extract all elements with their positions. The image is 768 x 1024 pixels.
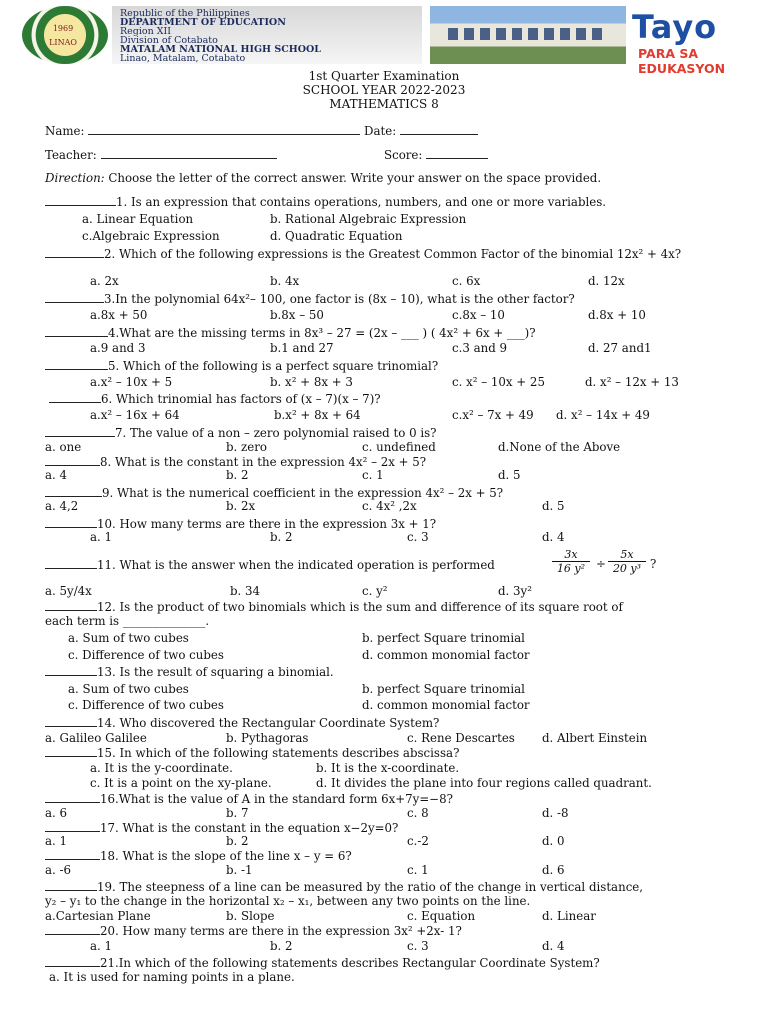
choice: b. 2: [226, 468, 249, 482]
letterhead-line: Linao, Matalam, Cotabato: [120, 53, 246, 64]
question-text: 4.What are the missing terms in 8x³ – 27 = (2x – ___ ) ( 4x² + 6x + ___)?: [108, 326, 536, 340]
question-text: 10. How many terms are there in the expression 3x + 1?: [97, 517, 437, 531]
question-text: 6. Which trinomial has factors of (x – 7)(x – 7)?: [101, 392, 381, 406]
answer-blank[interactable]: [45, 516, 97, 528]
question-19-continued: y₂ – y₁ to the change in the horizontal x₂ – x₁, between any two points on the line.: [45, 894, 531, 908]
choice: c. 1: [362, 468, 384, 482]
fraction-numerator: 3x: [564, 548, 578, 561]
answer-blank[interactable]: [45, 745, 97, 757]
question-14: [45, 715, 439, 730]
answer-blank[interactable]: [45, 425, 115, 437]
question-5: [45, 358, 438, 373]
date-label: Date:: [364, 124, 397, 138]
answer-blank[interactable]: [45, 291, 104, 303]
choice: d. Albert Einstein: [542, 731, 648, 745]
choice: a. 2x: [90, 274, 119, 288]
answer-blank[interactable]: [45, 557, 97, 569]
question-15: [45, 745, 459, 760]
question-18: [45, 848, 352, 863]
teacher-row: [45, 147, 277, 162]
choice: a. Sum of two cubes: [68, 631, 189, 645]
choice: a.x² – 10x + 5: [90, 375, 173, 389]
choice: b. Pythagoras: [226, 731, 309, 745]
letterhead-line: Region XII: [120, 26, 172, 37]
question-text: 16.What is the value of A in the standard form 6x+7y=−8?: [100, 792, 453, 806]
choice: b. Slope: [226, 909, 275, 923]
choice: b. 4x: [270, 274, 300, 288]
choice: b.1 and 27: [270, 341, 334, 355]
deped-letterhead: [112, 6, 422, 64]
choice: d. common monomial factor: [362, 648, 530, 662]
choice: b. 34: [230, 584, 261, 598]
choice: d. 4: [542, 530, 565, 544]
question-21: [45, 955, 600, 970]
score-row: [384, 147, 488, 162]
choice: b. 2: [270, 939, 293, 953]
name-field[interactable]: [88, 123, 360, 135]
choice: c. 1: [407, 863, 429, 877]
choice: d. It divides the plane into four regions called quadrant.: [316, 776, 652, 790]
fraction-2: [608, 548, 646, 575]
fraction-numerator: 5x: [620, 548, 634, 561]
choice: d. x² – 14x + 49: [556, 408, 650, 422]
choice: c. undefined: [362, 440, 436, 454]
question-text: 21.In which of the following statements describes Rectangular Coordinate System?: [100, 956, 600, 970]
question-20: [45, 923, 462, 938]
question-19: [45, 879, 643, 894]
seal-year: 1969: [52, 24, 74, 33]
choice: c. 3: [407, 939, 429, 953]
question-1: [45, 194, 606, 209]
choice: d.None of the Above: [498, 440, 621, 454]
answer-blank[interactable]: [45, 955, 100, 967]
school-year: SCHOOL YEAR 2022-2023: [302, 83, 466, 97]
tayo-wordmark: Tayo: [632, 8, 718, 46]
choice: a. Galileo Galilee: [45, 731, 147, 745]
choice: b. perfect Square trinomial: [362, 682, 525, 696]
question-6: [49, 391, 381, 406]
choice: a. It is used for naming points in a plane.: [49, 970, 295, 984]
choice: a. 4: [45, 468, 68, 482]
choice: a. 4,2: [45, 499, 79, 513]
question-3: [45, 291, 575, 306]
choice: b. 2: [226, 834, 249, 848]
direction-label: Direction:: [45, 171, 105, 185]
division-sign: ÷: [596, 557, 606, 571]
answer-blank[interactable]: [45, 715, 97, 727]
choice: b. Rational Algebraic Expression: [270, 212, 467, 226]
choice: d. -8: [542, 806, 569, 820]
choice: a. 1: [45, 834, 68, 848]
question-text: 2. Which of the following expressions is the Greatest Common Factor of the binomial 12x² + 4x?: [104, 247, 682, 261]
direction: [45, 171, 601, 185]
choice: c. It is a point on the xy-plane.: [90, 776, 272, 790]
choice: d. 5: [542, 499, 565, 513]
seal-town: LINAO: [49, 38, 77, 47]
exam-title: 1st Quarter Examination: [308, 69, 460, 83]
question-11: [45, 557, 495, 572]
answer-blank[interactable]: [45, 848, 100, 860]
question-text: 12. Is the product of two binomials which is the sum and difference of its square root of: [97, 600, 623, 614]
question-9: [45, 485, 503, 500]
question-text: 18. What is the slope of the line x – y = 6?: [100, 849, 352, 863]
choice: b. perfect Square trinomial: [362, 631, 525, 645]
school-building-photo: [430, 6, 626, 64]
question-text: 13. Is the result of squaring a binomial.: [97, 665, 334, 679]
fraction-1: [552, 548, 590, 575]
choice: d. 12x: [588, 274, 625, 288]
answer-blank[interactable]: [45, 194, 116, 206]
letterhead-line: Division of Cotabato: [120, 35, 218, 46]
answer-blank[interactable]: [45, 820, 100, 832]
question-text: 17. What is the constant in the equation x−2y=0?: [100, 821, 399, 835]
choice: c. 8: [407, 806, 429, 820]
choice: d. common monomial factor: [362, 698, 530, 712]
tayo-tagline: PARA SA EDUKASYON: [638, 46, 726, 76]
choice: a.x² – 16x + 64: [90, 408, 180, 422]
question-text: 7. The value of a non – zero polynomial raised to 0 is?: [115, 426, 437, 440]
answer-blank[interactable]: [45, 879, 97, 891]
choice: c.Algebraic Expression: [82, 229, 220, 243]
choice: c. 4x² ,2x: [362, 499, 417, 513]
choice: c.3 and 9: [452, 341, 508, 355]
choice: c.8x – 10: [452, 308, 505, 322]
choice: c. 3: [407, 530, 429, 544]
choice: c. 6x: [452, 274, 481, 288]
choice: d. 5: [498, 468, 521, 482]
score-field[interactable]: [426, 147, 488, 159]
question-text: 8. What is the constant in the expression 4x² – 2x + 5?: [100, 455, 427, 469]
answer-blank[interactable]: [45, 923, 100, 935]
choice: a.Cartesian Plane: [45, 909, 151, 923]
question-text: 1. Is an expression that contains operations, numbers, and one or more variables.: [116, 195, 607, 209]
choice: d.8x + 10: [588, 308, 646, 322]
teacher-label: Teacher:: [45, 148, 97, 162]
choice: b. x² + 8x + 3: [270, 375, 353, 389]
letterhead-line: DEPARTMENT OF EDUCATION: [120, 17, 286, 28]
question-text: 14. Who discovered the Rectangular Coordinate System?: [97, 716, 440, 730]
choice: c. Difference of two cubes: [68, 648, 224, 662]
question-8: [45, 454, 426, 469]
question-4: [45, 325, 536, 340]
letterhead-line: MATALAM NATIONAL HIGH SCHOOL: [120, 44, 321, 55]
question-2: [45, 246, 725, 261]
question-text: 20. How many terms are there in the expression 3x² +2x- 1?: [100, 924, 462, 938]
choice: a. Linear Equation: [82, 212, 194, 226]
question-12-continued: each term is ______________.: [45, 614, 210, 628]
question-17: [45, 820, 398, 835]
choice: c. Rene Descartes: [407, 731, 515, 745]
direction-text: Choose the letter of the correct answer. Write your answer on the space provided.: [104, 171, 602, 185]
answer-blank[interactable]: [45, 325, 108, 337]
answer-blank[interactable]: [45, 599, 97, 611]
question-text: 11. What is the answer when the indicated operation is performed: [97, 558, 495, 572]
question-text: 15. In which of the following statements describes abscissa?: [97, 746, 460, 760]
choice: d. 6: [542, 863, 565, 877]
fraction-denominator: 20 y³: [608, 561, 646, 575]
name-label: Name:: [45, 124, 85, 138]
answer-blank[interactable]: [45, 454, 100, 466]
answer-blank[interactable]: [45, 485, 102, 497]
choice: c. x² – 10x + 25: [452, 375, 545, 389]
choice: a. Sum of two cubes: [68, 682, 189, 696]
building-windows: [448, 28, 608, 40]
choice: a. -6: [45, 863, 72, 877]
letterhead-line: Republic of the Philippines: [120, 8, 250, 19]
choice: a. 6: [45, 806, 68, 820]
answer-blank[interactable]: [45, 664, 97, 676]
choice: d. Quadratic Equation: [270, 229, 403, 243]
school-seal: [22, 6, 108, 64]
question-12: [45, 599, 623, 614]
question-text: 9. What is the numerical coefficient in the expression 4x² – 2x + 5?: [102, 486, 504, 500]
choice: a. one: [45, 440, 82, 454]
question-text: 19. The steepness of a line can be measured by the ratio of the change in vertical distance,: [97, 880, 644, 894]
choice: c. Equation: [407, 909, 476, 923]
choice: d. 27 and1: [588, 341, 652, 355]
question-7: [45, 425, 436, 440]
choice: a. 1: [90, 530, 113, 544]
name-row: [45, 123, 478, 138]
choice: c. Difference of two cubes: [68, 698, 224, 712]
answer-blank[interactable]: [49, 391, 101, 403]
question-16: [45, 791, 453, 806]
answer-blank[interactable]: [45, 791, 100, 803]
question-text: 5. Which of the following is a perfect square trinomial?: [108, 359, 439, 373]
question-13: [45, 664, 334, 679]
choice: a.8x + 50: [90, 308, 148, 322]
question-10: [45, 516, 436, 531]
choice: b. zero: [226, 440, 267, 454]
choice: a. 1: [90, 939, 113, 953]
subject-title: MATHEMATICS 8: [329, 97, 439, 111]
choice: b.8x – 50: [270, 308, 324, 322]
question-text: 3.In the polynomial 64x²– 100, one factor is (8x – 10), what is the other factor?: [104, 292, 575, 306]
teacher-field[interactable]: [101, 147, 277, 159]
choice: a.9 and 3: [90, 341, 146, 355]
choice: a. 5y/4x: [45, 584, 92, 598]
answer-blank[interactable]: [45, 246, 104, 258]
choice: b. -1: [226, 863, 253, 877]
date-field[interactable]: [400, 123, 478, 135]
choice: b. It is the x-coordinate.: [316, 761, 460, 775]
choice: d. 4: [542, 939, 565, 953]
choice: c.x² – 7x + 49: [452, 408, 534, 422]
question-mark: ?: [650, 557, 657, 571]
score-label: Score:: [384, 148, 423, 162]
choice: b. 2x: [226, 499, 256, 513]
choice: c. y²: [362, 584, 388, 598]
fraction-denominator: 16 y²: [552, 561, 590, 575]
choice: d. 3y²: [498, 584, 532, 598]
answer-blank[interactable]: [45, 358, 108, 370]
choice: d. x² – 12x + 13: [585, 375, 679, 389]
choice: b.x² + 8x + 64: [274, 408, 361, 422]
choice: d. 0: [542, 834, 565, 848]
tayo-logo: [632, 8, 766, 76]
choice: b. 7: [226, 806, 249, 820]
choice: a. It is the y-coordinate.: [90, 761, 233, 775]
choice: d. Linear: [542, 909, 596, 923]
choice: c.-2: [407, 834, 429, 848]
choice: b. 2: [270, 530, 293, 544]
